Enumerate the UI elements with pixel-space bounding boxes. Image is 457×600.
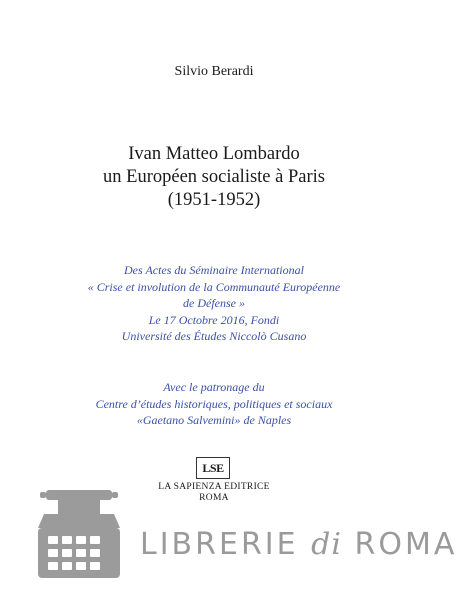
patronage-info <box>0 379 428 429</box>
publisher-name-line: LA SAPIENZA EDITRICE <box>158 482 270 492</box>
watermark-text <box>140 527 457 562</box>
book-title <box>0 143 428 212</box>
publisher-logo: LSE <box>196 457 230 479</box>
title-line: Ivan Matteo Lombardo <box>128 144 300 164</box>
watermark-word: ROMA <box>354 527 457 562</box>
seminar-info <box>0 262 428 345</box>
seminar-line: Le 17 Octobre 2016, Fondi <box>148 312 280 327</box>
watermark-word: LIBRERIE <box>140 527 299 562</box>
seminar-line: « Crise et involution de la Communauté Européenne <box>87 279 341 294</box>
patronage-line: Avec le patronage du <box>163 380 265 394</box>
seminar-line: Université des Études Niccolò Cusano <box>121 329 307 343</box>
patronage-line: Centre d’études historiques, politiques et sociaux <box>95 396 333 411</box>
watermark-word: di <box>311 527 342 562</box>
seminar-line: de Défense » <box>183 296 245 310</box>
seminar-line: Des Actes du Séminaire International <box>124 263 304 277</box>
author-name: Silvio Berardi <box>174 64 254 79</box>
title-line: (1951-1952) <box>167 190 261 210</box>
patronage-line: «Gaetano Salvemini» de Naples <box>136 413 292 427</box>
title-line: un Européen socialiste à Paris <box>103 167 325 187</box>
publisher-city: ROMA <box>199 493 229 503</box>
typewriter-icon <box>34 488 124 580</box>
